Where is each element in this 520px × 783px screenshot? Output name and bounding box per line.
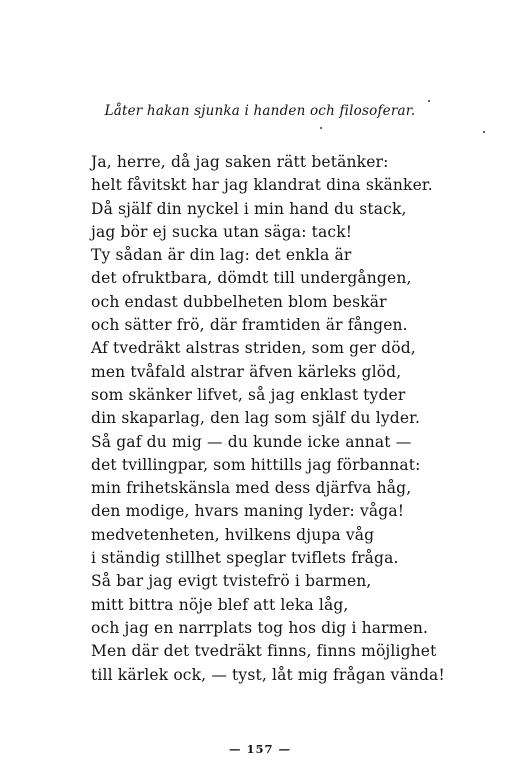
verse-line: och endast dubbelheten blom beskär — [91, 292, 387, 311]
page-number: — 157 — — [228, 742, 291, 756]
verse-line: medvetenheten, hvilkens djupa våg — [91, 525, 375, 544]
verse-line: Så gaf du mig — du kunde icke annat — — [91, 432, 412, 451]
stage-direction: Låter hakan sjunka i handen och filosoferar. — [104, 103, 416, 119]
verse-line: helt fåvitskt har jag klandrat dina skänker. — [91, 176, 433, 195]
verse-line: Ty sådan är din lag: det enkla är — [91, 246, 352, 265]
verse-line: min frihetskänsla med dess djärfva håg, — [91, 479, 412, 498]
print-speck — [320, 127, 322, 129]
print-speck — [428, 100, 430, 102]
verse-line: i ständig stillhet speglar tviflets fråga. — [91, 549, 399, 568]
verse-line: det tvillingpar, som hittills jag förbannat: — [91, 455, 421, 474]
verse-line: men tvåfald alstrar äfven kärleks glöd, — [91, 362, 402, 381]
verse-line: som skänker lifvet, så jag enklast tyder — [91, 385, 406, 404]
verse-line: det ofruktbara, dömdt till undergången, — [91, 269, 412, 288]
verse-line: Ja, herre, då jag saken rätt betänker: — [91, 153, 389, 171]
verse-line: och sätter frö, där framtiden är fången. — [91, 316, 408, 335]
verse-line: Då själf din nyckel i min hand du stack, — [91, 199, 407, 218]
verse-line: och jag en narrplats tog hos dig i harmen. — [91, 618, 429, 637]
verse-block — [91, 151, 481, 687]
verse-line: Så bar jag evigt tvistefrö i barmen, — [91, 572, 372, 591]
verse-line: din skaparlag, den lag som själf du lyder. — [91, 409, 421, 428]
verse-line: till kärlek ock, — tyst, låt mig frågan vända! — [91, 665, 445, 684]
verse-line: Men där det tvedräkt finns, finns möjlighet — [91, 642, 437, 661]
verse-line: Af tvedräkt alstras striden, som ger död, — [91, 339, 416, 358]
verse-line: den modige, hvars maning lyder: våga! — [91, 502, 405, 521]
print-speck — [483, 131, 485, 133]
verse-line: jag bör ej sucka utan säga: tack! — [91, 222, 353, 241]
verse-line: mitt bittra nöje blef att leka låg, — [91, 595, 349, 614]
